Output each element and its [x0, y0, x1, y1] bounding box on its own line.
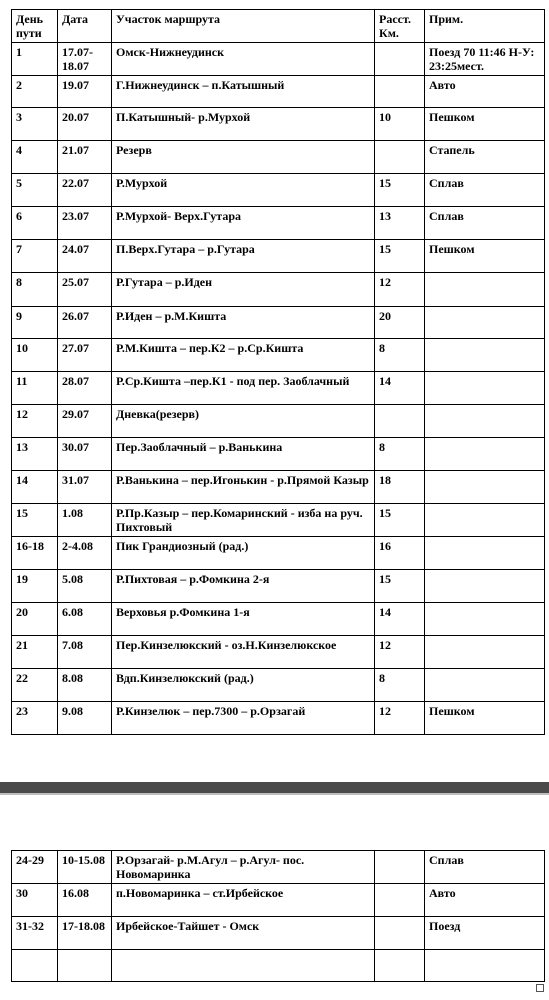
cell-day: 23	[12, 702, 58, 735]
header-segment: Участок маршрута	[112, 10, 375, 43]
table-row	[12, 240, 545, 273]
cell-note	[425, 372, 545, 405]
cell-date: 8.08	[58, 669, 112, 702]
cell-segment: Омск-Нижнеудинск	[112, 43, 375, 76]
cell-note: Стапель	[425, 141, 545, 174]
cell-segment: Резерв	[112, 141, 375, 174]
cell-distance	[375, 76, 425, 108]
cell-distance	[375, 917, 425, 950]
cell-date: 25.07	[58, 273, 112, 307]
cell-segment: Р.М.Кишта – пер.К2 – р.Ср.Кишта	[112, 339, 375, 372]
table-row	[12, 307, 545, 339]
table-row	[12, 76, 545, 108]
cell-date: 24.07	[58, 240, 112, 273]
cell-note: Пешком	[425, 240, 545, 273]
cell-note	[425, 307, 545, 339]
cell-distance: 18	[375, 471, 425, 504]
cell-note	[425, 636, 545, 669]
cell-note	[425, 405, 545, 438]
cell-end-marker	[536, 984, 544, 992]
cell-day: 13	[12, 438, 58, 471]
table-row	[12, 702, 545, 735]
cell-date: 2-4.08	[58, 537, 112, 570]
cell-distance: 20	[375, 307, 425, 339]
cell-segment	[112, 950, 375, 982]
header-note: Прим.	[425, 10, 545, 43]
cell-distance: 13	[375, 207, 425, 240]
cell-segment: Ирбейское-Тайшет - Омск	[112, 917, 375, 950]
cell-segment: Р.Мурхой- Верх.Гутара	[112, 207, 375, 240]
cell-segment: Р.Пр.Казыр – пер.Комаринский - изба на руч. Пихтовый	[112, 504, 375, 537]
cell-date: 27.07	[58, 339, 112, 372]
table-row	[12, 570, 545, 603]
cell-segment: Р.Ванькина – пер.Игонькин - р.Прямой Казыр	[112, 471, 375, 504]
cell-distance: 10	[375, 108, 425, 141]
cell-date: 9.08	[58, 702, 112, 735]
cell-note	[425, 339, 545, 372]
cell-segment: Верховья р.Фомкина 1-я	[112, 603, 375, 636]
cell-day: 16-18	[12, 537, 58, 570]
cell-note	[425, 950, 545, 982]
cell-segment: Пер.Кинзелюкский - оз.Н.Кинзелюкское	[112, 636, 375, 669]
table-row	[12, 339, 545, 372]
cell-note: Сплав	[425, 207, 545, 240]
table-row	[12, 405, 545, 438]
page-break-bar	[0, 782, 549, 795]
cell-distance	[375, 43, 425, 76]
cell-note	[425, 669, 545, 702]
cell-date: 17-18.08	[58, 917, 112, 950]
table-row	[12, 884, 545, 917]
cell-date: 17.07-18.07	[58, 43, 112, 76]
cell-date: 22.07	[58, 174, 112, 207]
cell-note: Сплав	[425, 851, 545, 884]
table-row	[12, 471, 545, 504]
route-table-page-1	[11, 9, 545, 735]
cell-segment: П.Катышный- р.Мурхой	[112, 108, 375, 141]
cell-day: 2	[12, 76, 58, 108]
cell-segment: Р.Иден – р.М.Кишта	[112, 307, 375, 339]
cell-segment: Р.Орзагай- р.М.Агул – р.Агул- пос. Новомаринка	[112, 851, 375, 884]
table-row	[12, 273, 545, 307]
cell-day: 12	[12, 405, 58, 438]
cell-distance	[375, 405, 425, 438]
table-row	[12, 141, 545, 174]
cell-note: Поезд 70 11:46 Н-У: 23:25мест.	[425, 43, 545, 76]
cell-segment: Р.Гутара – р.Иден	[112, 273, 375, 307]
cell-day: 19	[12, 570, 58, 603]
cell-day: 11	[12, 372, 58, 405]
cell-day: 5	[12, 174, 58, 207]
cell-day: 7	[12, 240, 58, 273]
cell-day: 20	[12, 603, 58, 636]
cell-distance: 12	[375, 702, 425, 735]
cell-date: 26.07	[58, 307, 112, 339]
cell-day: 4	[12, 141, 58, 174]
cell-note	[425, 537, 545, 570]
cell-day: 31-32	[12, 917, 58, 950]
cell-note	[425, 273, 545, 307]
cell-day: 24-29	[12, 851, 58, 884]
cell-note: Пешком	[425, 702, 545, 735]
cell-note: Сплав	[425, 174, 545, 207]
cell-segment: П.Верх.Гутара – р.Гутара	[112, 240, 375, 273]
table-row	[12, 108, 545, 141]
cell-distance: 15	[375, 240, 425, 273]
cell-segment: Р.Мурхой	[112, 174, 375, 207]
cell-note: Авто	[425, 76, 545, 108]
cell-distance: 15	[375, 504, 425, 537]
cell-day: 8	[12, 273, 58, 307]
table-row	[12, 43, 545, 76]
cell-day: 9	[12, 307, 58, 339]
cell-distance	[375, 141, 425, 174]
cell-date: 19.07	[58, 76, 112, 108]
cell-day: 1	[12, 43, 58, 76]
cell-note: Пешком	[425, 108, 545, 141]
cell-distance: 12	[375, 636, 425, 669]
cell-date: 29.07	[58, 405, 112, 438]
table-row	[12, 372, 545, 405]
cell-distance: 15	[375, 570, 425, 603]
cell-segment: Вдп.Кинзелюкский (рад.)	[112, 669, 375, 702]
cell-date: 30.07	[58, 438, 112, 471]
cell-day: 10	[12, 339, 58, 372]
cell-distance	[375, 884, 425, 917]
cell-segment: п.Новомаринка – ст.Ирбейское	[112, 884, 375, 917]
table-row	[12, 669, 545, 702]
cell-segment: Пер.Заоблачный – р.Ванькина	[112, 438, 375, 471]
header-date: Дата	[58, 10, 112, 43]
cell-day: 21	[12, 636, 58, 669]
cell-distance	[375, 950, 425, 982]
table-header-row	[12, 10, 545, 43]
table-row	[12, 851, 545, 884]
cell-note	[425, 438, 545, 471]
cell-distance: 8	[375, 339, 425, 372]
cell-date: 28.07	[58, 372, 112, 405]
cell-note	[425, 471, 545, 504]
cell-note	[425, 603, 545, 636]
cell-day: 6	[12, 207, 58, 240]
cell-note	[425, 570, 545, 603]
cell-distance: 12	[375, 273, 425, 307]
table-row	[12, 207, 545, 240]
table-row	[12, 636, 545, 669]
cell-distance: 15	[375, 174, 425, 207]
table-row	[12, 537, 545, 570]
cell-note: Поезд	[425, 917, 545, 950]
cell-date	[58, 950, 112, 982]
cell-date: 6.08	[58, 603, 112, 636]
table-row	[12, 504, 545, 537]
table-row	[12, 950, 545, 982]
cell-date: 7.08	[58, 636, 112, 669]
route-table-page-2	[11, 850, 545, 982]
cell-segment: Г.Нижнеудинск – п.Катышный	[112, 76, 375, 108]
cell-segment: Р.Кинзелюк – пер.7300 – р.Орзагай	[112, 702, 375, 735]
cell-distance: 8	[375, 438, 425, 471]
header-day: День пути	[12, 10, 58, 43]
cell-segment: Р.Пихтовая – р.Фомкина 2-я	[112, 570, 375, 603]
cell-date: 20.07	[58, 108, 112, 141]
cell-date: 16.08	[58, 884, 112, 917]
cell-day: 14	[12, 471, 58, 504]
cell-segment: Пик Грандиозный (рад.)	[112, 537, 375, 570]
table-row	[12, 603, 545, 636]
table-row	[12, 438, 545, 471]
cell-day: 30	[12, 884, 58, 917]
table-row	[12, 174, 545, 207]
header-distance: Расст. Км.	[375, 10, 425, 43]
cell-day: 3	[12, 108, 58, 141]
table-row	[12, 917, 545, 950]
cell-note	[425, 504, 545, 537]
cell-distance	[375, 851, 425, 884]
cell-note: Авто	[425, 884, 545, 917]
cell-distance: 8	[375, 669, 425, 702]
cell-date: 5.08	[58, 570, 112, 603]
cell-date: 21.07	[58, 141, 112, 174]
cell-date: 1.08	[58, 504, 112, 537]
cell-segment: Дневка(резерв)	[112, 405, 375, 438]
cell-distance: 14	[375, 603, 425, 636]
cell-day	[12, 950, 58, 982]
cell-date: 31.07	[58, 471, 112, 504]
cell-distance: 16	[375, 537, 425, 570]
cell-date: 10-15.08	[58, 851, 112, 884]
cell-day: 15	[12, 504, 58, 537]
cell-distance: 14	[375, 372, 425, 405]
cell-segment: Р.Ср.Кишта –пер.К1 - под пер. Заоблачный	[112, 372, 375, 405]
cell-date: 23.07	[58, 207, 112, 240]
cell-day: 22	[12, 669, 58, 702]
